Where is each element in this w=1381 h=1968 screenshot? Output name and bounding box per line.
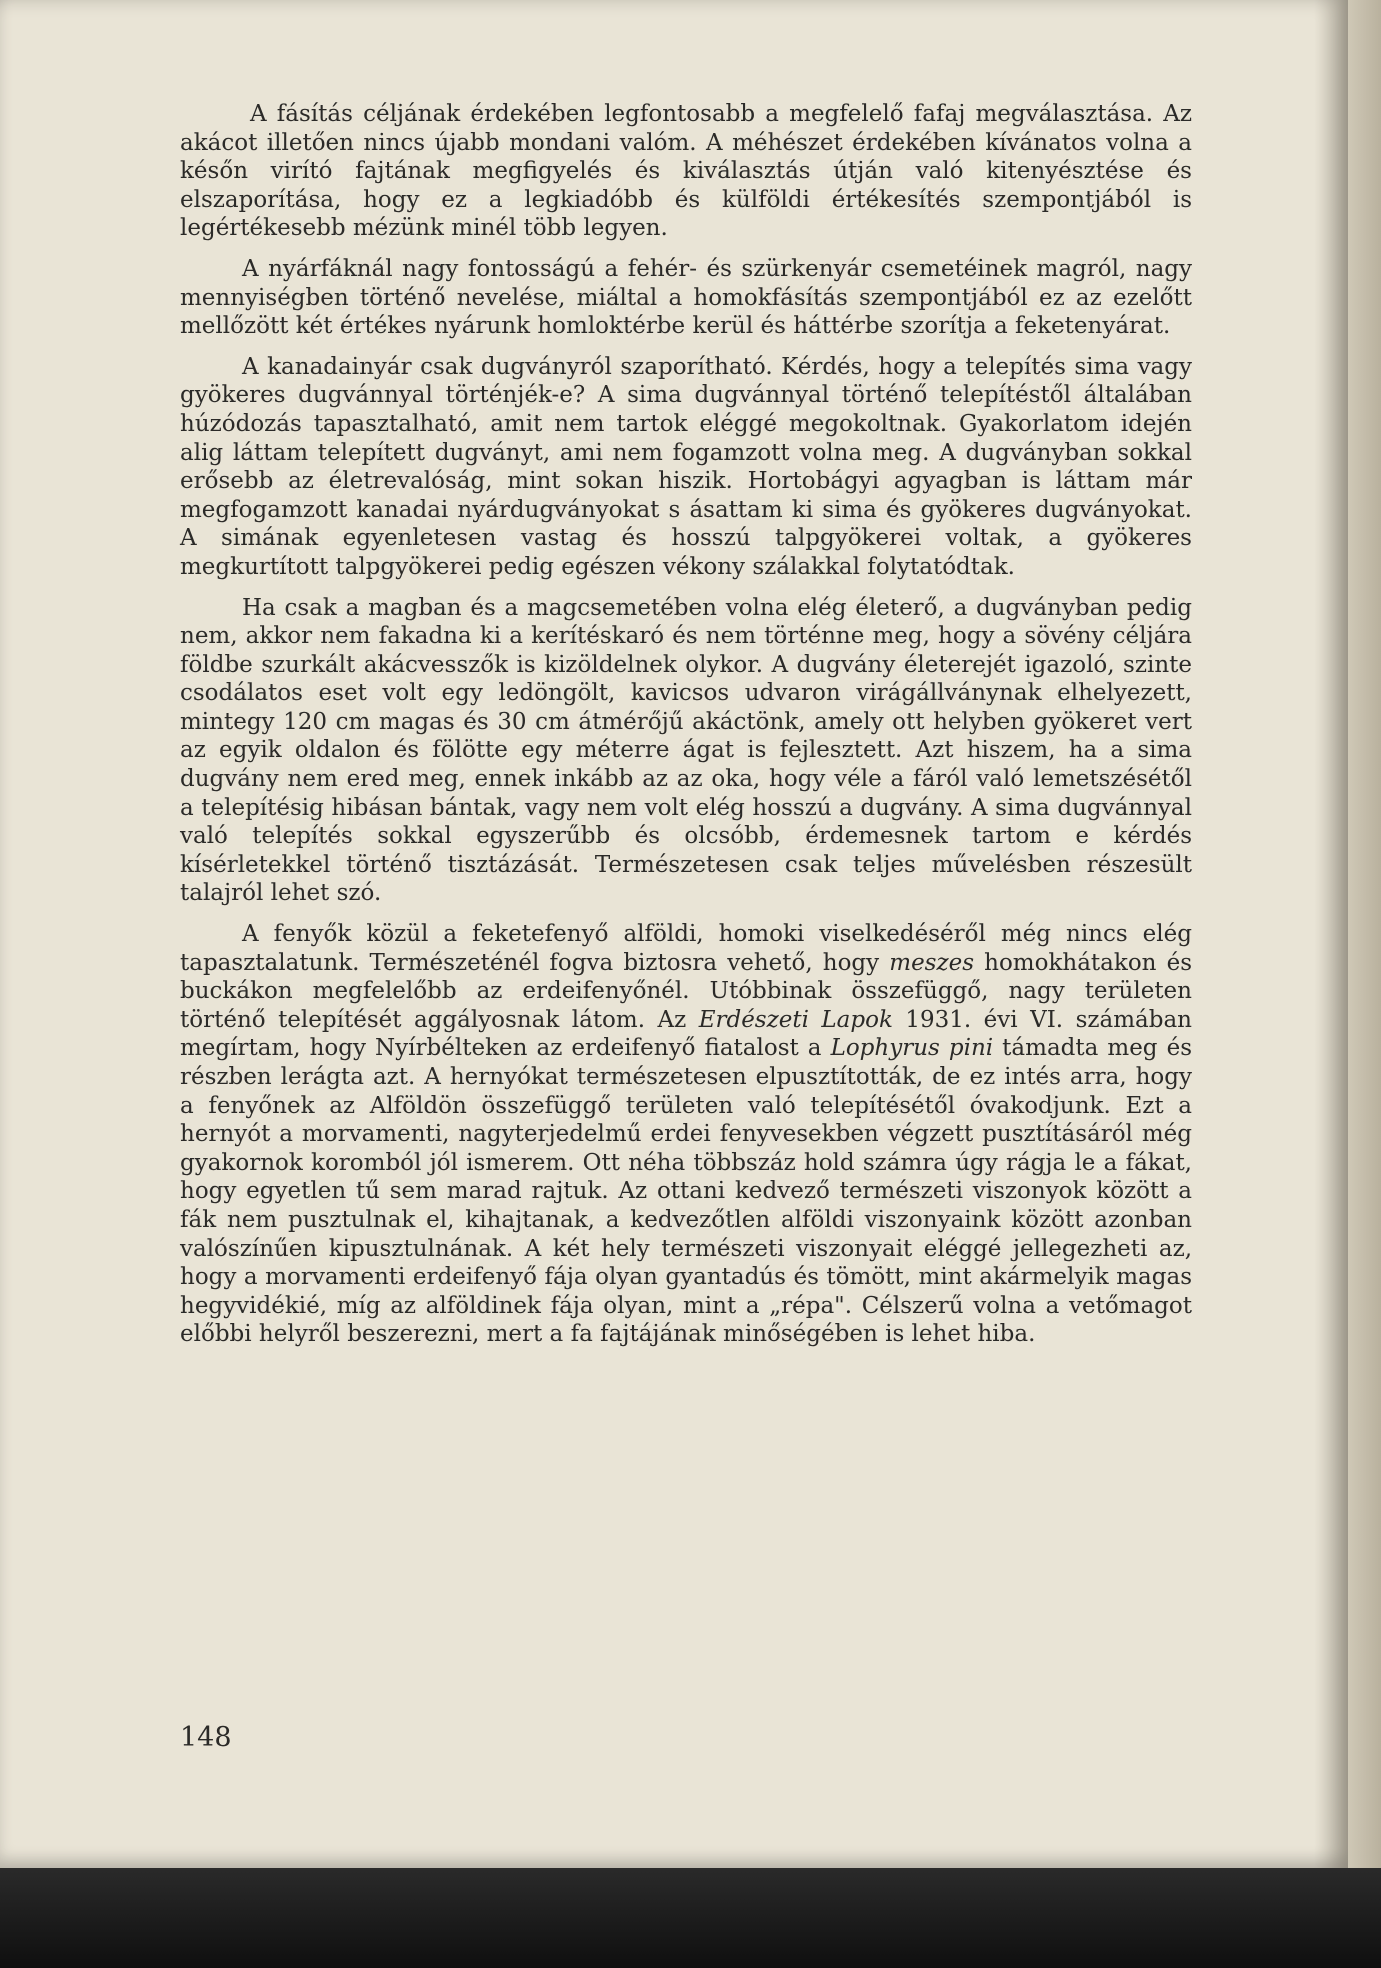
p5-italic-meszes: meszes <box>889 949 975 976</box>
p5-text-4: támadta meg és részben lerágta azt. A hernyókat természetesen elpusztították, de ez intés arra, hogy a fenyőnek az Alföldön összefüggő területen való telepítésétől óvakodjunk. Ezt a hernyót a morvamenti, nagyterjedelmű erdei fenyvesekben végzett pusztításáról még gyakornok koromból jól ismerem. Ott néha többszáz hold számra úgy rágja le a fákat, hogy egyetlen tű sem marad rajtuk. Az ottani kedvező természeti viszonyok között a fák nem pusztulnak el, kihajtanak, a kedvezőtlen alföldi viszonyaink között azonban valószínűen kipusztulnának. A két hely természeti viszonyait eléggé jellegezheti az, hogy a morvamenti erdeifenyő fája olyan gyantadús és tömött, mint akármelyik magas hegyvidékié, míg az alföldinek fája olyan, mint a „répa". Célszerű volna a vetőmagot előbbi helyről beszerezni, mert a fa fajtájának minőségében is lehet hiba. <box>180 1035 1192 1348</box>
page-number: 148 <box>180 1722 232 1753</box>
paragraph-4: Ha csak a magban és a magcsemetében volna elég életerő, a dugványban pedig nem, akkor nem fakadna ki a kerítéskaró és nem történne meg, hogy a sövény céljára földbe szurkált akácvesszők is kizöldelnek olykor. A dugvány életerejét igazoló, szinte csodálatos eset volt egy ledöngölt, kavicsos udvaron virágállványnak elhelyezett, mintegy 120 cm magas és 30 cm átmérőjű akáctönk, amely ott helyben gyökeret vert az egyik oldalon és fölötte egy méterre ágat is fejlesztett. Azt hiszem, ha a sima dugvány nem ered meg, ennek inkább az az oka, hogy véle a fáról való lemetszésétől a telepítésig hibásan bántak, vagy nem volt elég hosszú a dugvány. A sima dugvánnyal való telepítés sokkal egyszerűbb és olcsóbb, érdemesnek tartom e kérdés kísérletekkel történő tisztázását. Természetesen csak teljes művelésben részesült talajról lehet szó. <box>180 594 1192 907</box>
p5-text-3: 1931. évi VI. számában megírtam, hogy Nyírbélteken az erdeifenyő fiatalost a <box>180 1006 1192 1062</box>
p5-italic-erdeszeti-lapok: Erdészeti Lapok <box>698 1006 893 1033</box>
scanner-background <box>0 1868 1381 1968</box>
page-edge <box>1348 0 1381 1868</box>
p5-text-2: homokhátakon és buckákon megfelelőbb az erdeifenyőnél. Utóbbinak összefüggő, nagy területen történő telepítését aggályosnak látom. Az <box>180 949 1192 1033</box>
paragraph-1: A fásítás céljának érdekében legfontosabb a megfelelő fafaj megválasztása. Az akácot illetően nincs újabb mondani valóm. A méhészet érdekében kívánatos volna a későn virító fajtának megfigyelés és kiválasztás útján való kitenyésztése és elszaporítása, hogy ez a legkiadóbb és külföldi értékesítés szempontjából is legértékesebb mézünk minél több legyen. <box>180 101 1192 242</box>
p5-italic-lophyrus-pini: Lophyrus pini <box>830 1035 994 1062</box>
paragraph-5 <box>180 920 1192 1349</box>
paragraph-2: A nyárfáknál nagy fontosságú a fehér- és szürkenyár csemetéinek magról, nagy mennyiségben történő nevelése, miáltal a homokfásítás szempontjából ez az ezelőtt mellőzött két értékes nyárunk homloktérbe kerül és háttérbe szorítja a feketenyárat. <box>180 255 1192 340</box>
body-text <box>180 100 1192 1361</box>
paragraph-3: A kanadainyár csak dugványról szaporítható. Kérdés, hogy a telepítés sima vagy gyökeres dugvánnyal történjék-e? A sima dugvánnyal történő telepítéstől általában húzódozás tapasztalható, amit nem tartok eléggé megokoltnak. Gyakorlatom idején alig láttam telepített dugványt, ami nem fogamzott volna meg. A dugványban sokkal erősebb az életrevalóság, mint sokan hiszik. Hortobágyi agyagban is láttam már megfogamzott kanadai nyárdugványokat s ásattam ki sima és gyökeres dugványokat. A simának egyenletesen vastag és hosszú talpgyökerei voltak, a gyökeres megkurtított talpgyökerei pedig egészen vékony szálakkal folytatódtak. <box>180 353 1192 580</box>
p5-text-1: A fenyők közül a feketefenyő alföldi, homoki viselkedéséről még nincs elég tapasztalatunk. Természeténél fogva biztosra vehető, hogy <box>180 921 1192 976</box>
